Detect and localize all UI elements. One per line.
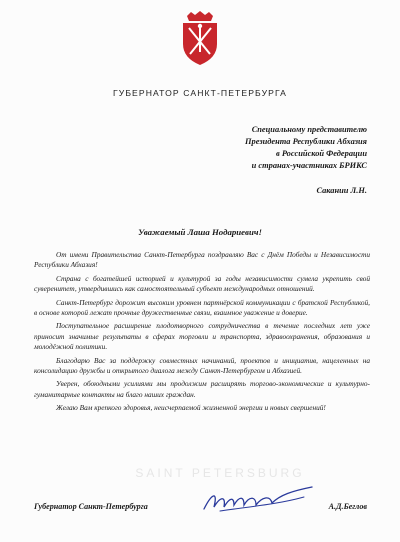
body-paragraph: Желаю Вам крепкого здоровья, неисчерпаемой жизненной энергии и новых свершений! — [56, 403, 326, 413]
handwritten-signature-icon — [200, 483, 320, 517]
body-paragraph: Страна с богатейшей историей и культурой за годы независимости сумела укрепить свой суверенитет, утвердившись как самостоятельный субъект международных отношений. — [34, 273, 370, 294]
recipient-block — [167, 124, 367, 172]
recipient-line: в Российской Федерации — [275, 149, 367, 158]
letter-body — [34, 250, 370, 417]
body-paragraph: Поступательное расширение плодотворного сотрудничества в течение последних лет уже приносит значимые результаты в сферах торговли и транспорта, здравоохранения, образования и молодёжной политики. — [34, 321, 370, 352]
recipient-name: Сакании Л.Н. — [316, 186, 367, 195]
signatory-title: Губернатор Санкт-Петербурга — [34, 502, 148, 511]
coat-of-arms-icon — [178, 10, 222, 66]
signatory-name: А.Д.Беглов — [328, 502, 367, 511]
body-paragraph: Уверен, обоюдными усилиями мы продолжим расширять торгово-экономические и культурно-гуманитарные контакты на благо наших граждан. — [34, 379, 370, 399]
body-paragraph: Благодарю Вас за поддержку совместных начинаний, проектов и инициатив, нацеленных на консолидацию дружбы и открытого диалога между Санкт-Петербургом и Абхазией. — [34, 355, 370, 376]
watermark: SAINT PETERSBURG — [135, 466, 305, 480]
salutation: Уважаемый Лаша Нодариевич! — [138, 227, 262, 237]
recipient-line: Специальному представителю — [251, 125, 367, 134]
recipient-line: Президента Республики Абхазия — [245, 137, 367, 146]
body-paragraph: Санкт-Петербург дорожит высоким уровнем партнёрской коммуникации с братской Республикой, в основе которой лежат прочные дружественные связи, взаимное уважение и доверие. — [34, 297, 370, 318]
recipient-line: и странах-участниках БРИКС — [251, 161, 367, 170]
body-paragraph: От имени Правительства Санкт-Петербурга поздравляю Вас с Днём Победы и Независимости Республики Абхазия! — [34, 250, 370, 270]
issuer-header: ГУБЕРНАТОР САНКТ-ПЕТЕРБУРГА — [113, 88, 287, 98]
